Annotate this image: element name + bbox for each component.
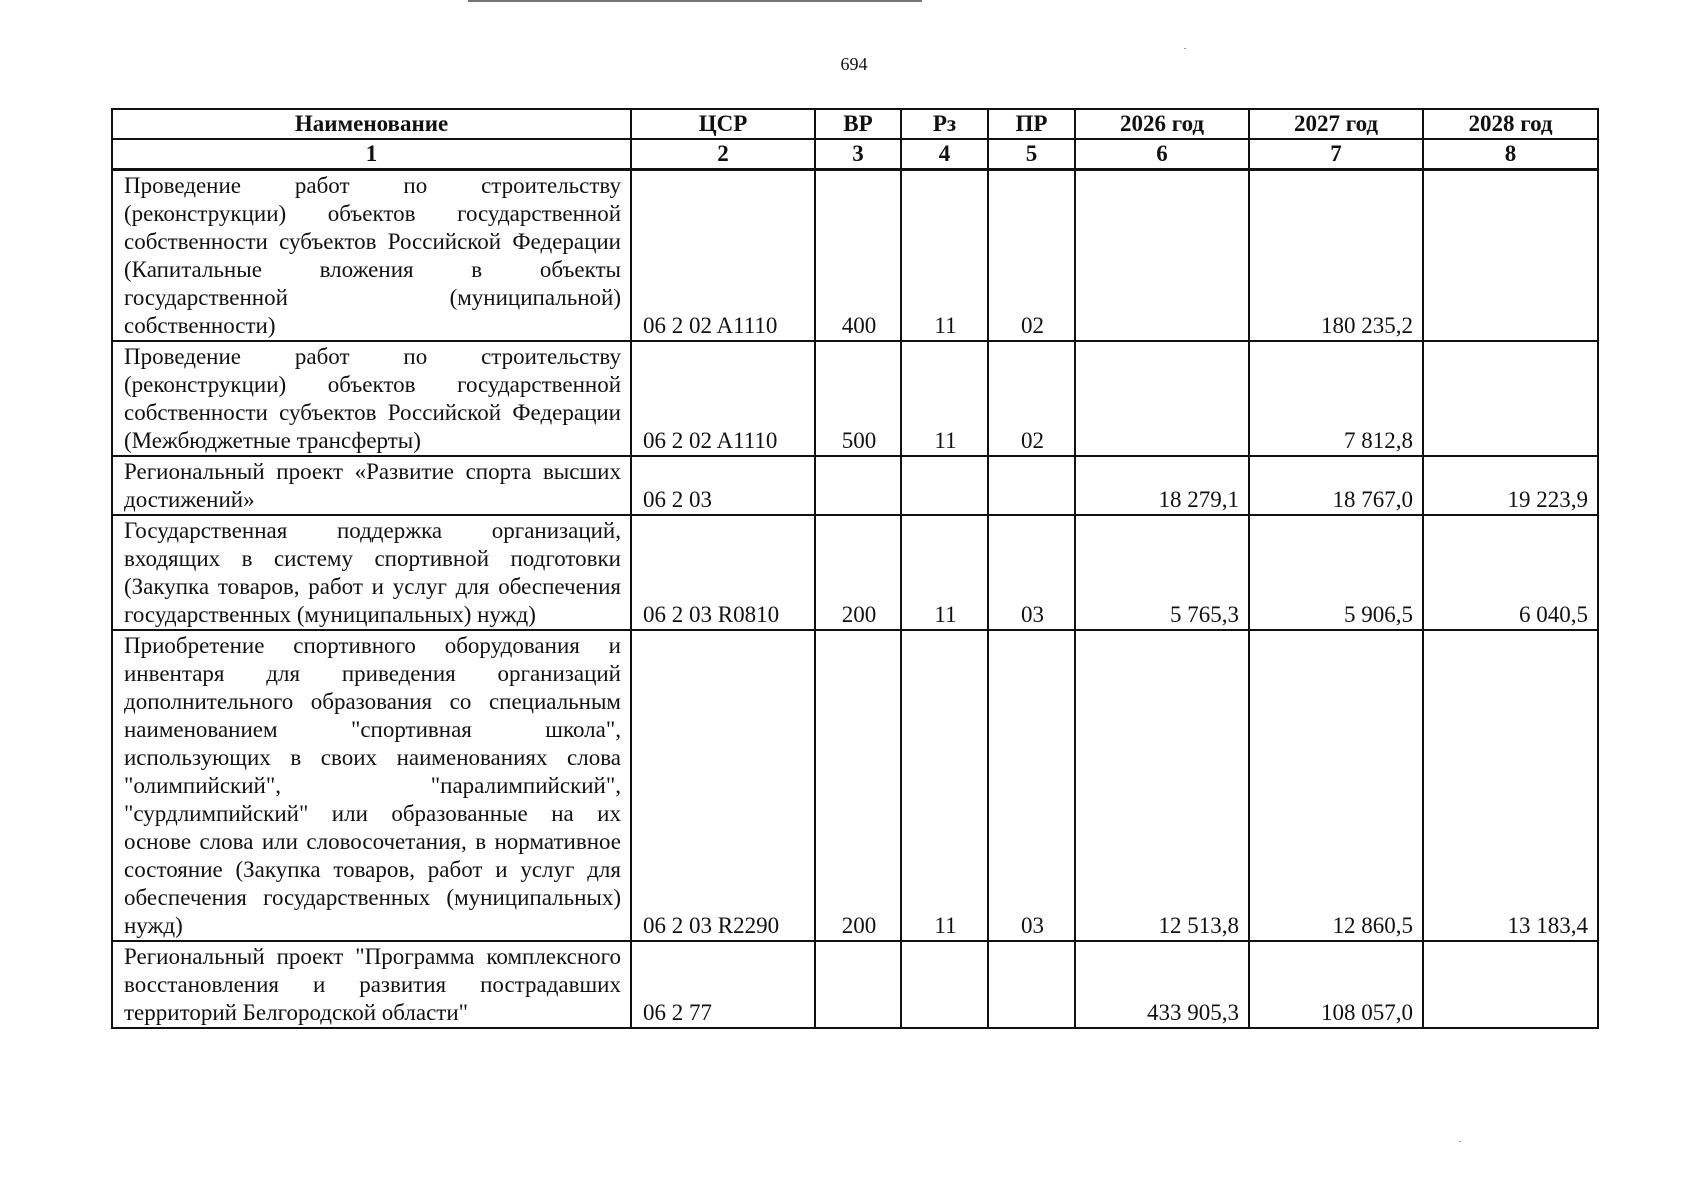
row-2028-cell: 13 183,4 <box>1423 630 1598 941</box>
column-number: 5 <box>988 139 1075 170</box>
row-2026-cell <box>1075 341 1249 456</box>
row-2026-cell: 18 279,1 <box>1075 456 1249 515</box>
row-vr-cell <box>815 941 901 1028</box>
row-name-cell: Региональный проект "Программа комплексного восстановления и развития пострадавших территорий Белгородской области" <box>112 941 631 1028</box>
row-2028-cell <box>1423 341 1598 456</box>
row-2028-cell <box>1423 170 1598 342</box>
row-rz-cell <box>901 941 988 1028</box>
row-rz-cell: 11 <box>901 630 988 941</box>
row-vr-cell: 200 <box>815 515 901 630</box>
column-number: 3 <box>815 139 901 170</box>
column-number: 7 <box>1249 139 1423 170</box>
column-number: 8 <box>1423 139 1598 170</box>
column-header-csr: ЦСР <box>631 109 815 139</box>
column-header-vr: ВР <box>815 109 901 139</box>
header-row <box>112 109 1598 139</box>
row-rz-cell: 11 <box>901 515 988 630</box>
row-pr-cell <box>988 456 1075 515</box>
row-name-cell: Проведение работ по строительству (реконструкции) объектов государственной собственности субъектов Российской Федерации (Капитальные вложения в объекты государственной (муниципальной) собственности) <box>112 170 631 342</box>
row-vr-cell: 500 <box>815 341 901 456</box>
row-2028-cell: 6 040,5 <box>1423 515 1598 630</box>
row-pr-cell: 03 <box>988 630 1075 941</box>
row-rz-cell <box>901 456 988 515</box>
row-name-cell: Региональный проект «Развитие спорта высших достижений» <box>112 456 631 515</box>
column-number: 2 <box>631 139 815 170</box>
row-2027-cell: 108 057,0 <box>1249 941 1423 1028</box>
column-header-rz: Рз <box>901 109 988 139</box>
row-csr-cell: 06 2 02 A1110 <box>631 170 815 342</box>
table-row <box>112 630 1598 941</box>
page-number: 694 <box>840 54 868 74</box>
row-2027-cell: 5 906,5 <box>1249 515 1423 630</box>
row-vr-cell <box>815 456 901 515</box>
row-csr-cell: 06 2 03 <box>631 456 815 515</box>
row-vr-cell: 200 <box>815 630 901 941</box>
column-header-name: Наименование <box>112 109 631 139</box>
column-number-row <box>112 139 1598 170</box>
row-pr-cell: 03 <box>988 515 1075 630</box>
row-rz-cell: 11 <box>901 341 988 456</box>
table-row <box>112 170 1598 342</box>
row-2028-cell: 19 223,9 <box>1423 456 1598 515</box>
table-row <box>112 941 1598 1028</box>
row-csr-cell: 06 2 02 A1110 <box>631 341 815 456</box>
row-2028-cell <box>1423 941 1598 1028</box>
table-row <box>112 515 1598 630</box>
column-number: 1 <box>112 139 631 170</box>
column-number: 4 <box>901 139 988 170</box>
row-2026-cell: 5 765,3 <box>1075 515 1249 630</box>
row-name-cell: Государственная поддержка организаций, входящих в систему спортивной подготовки (Закупка товаров, работ и услуг для обеспечения государственных (муниципальных) нужд) <box>112 515 631 630</box>
scan-speck <box>1184 48 1186 49</box>
scan-speck <box>1459 1141 1461 1142</box>
row-csr-cell: 06 2 03 R0810 <box>631 515 815 630</box>
row-pr-cell <box>988 941 1075 1028</box>
row-name-cell: Проведение работ по строительству (реконструкции) объектов государственной собственности субъектов Российской Федерации (Межбюджетные трансферты) <box>112 341 631 456</box>
table-row <box>112 341 1598 456</box>
row-2027-cell: 18 767,0 <box>1249 456 1423 515</box>
row-name-cell: Приобретение спортивного оборудования и инвентаря для приведения организаций дополнительного образования со специальным наименованием "спортивная школа", использующих в своих наименованиях слова "олимпийский", "паралимпийский", "сурдлимпийский" или образованные на их основе слова или словосочетания, в нормативное состояние (Закупка товаров, работ и услуг для обеспечения государственных (муниципальных) нужд) <box>112 630 631 941</box>
row-2026-cell <box>1075 170 1249 342</box>
row-2027-cell: 7 812,8 <box>1249 341 1423 456</box>
column-header-2027: 2027 год <box>1249 109 1423 139</box>
row-pr-cell: 02 <box>988 170 1075 342</box>
row-2026-cell: 12 513,8 <box>1075 630 1249 941</box>
column-number: 6 <box>1075 139 1249 170</box>
row-pr-cell: 02 <box>988 341 1075 456</box>
row-vr-cell: 400 <box>815 170 901 342</box>
row-csr-cell: 06 2 03 R2290 <box>631 630 815 941</box>
row-rz-cell: 11 <box>901 170 988 342</box>
table-row <box>112 456 1598 515</box>
budget-table <box>111 108 1599 1029</box>
column-header-pr: ПР <box>988 109 1075 139</box>
column-header-2028: 2028 год <box>1423 109 1598 139</box>
top-rule <box>468 0 922 2</box>
row-csr-cell: 06 2 77 <box>631 941 815 1028</box>
row-2027-cell: 12 860,5 <box>1249 630 1423 941</box>
row-2027-cell: 180 235,2 <box>1249 170 1423 342</box>
column-header-2026: 2026 год <box>1075 109 1249 139</box>
row-2026-cell: 433 905,3 <box>1075 941 1249 1028</box>
